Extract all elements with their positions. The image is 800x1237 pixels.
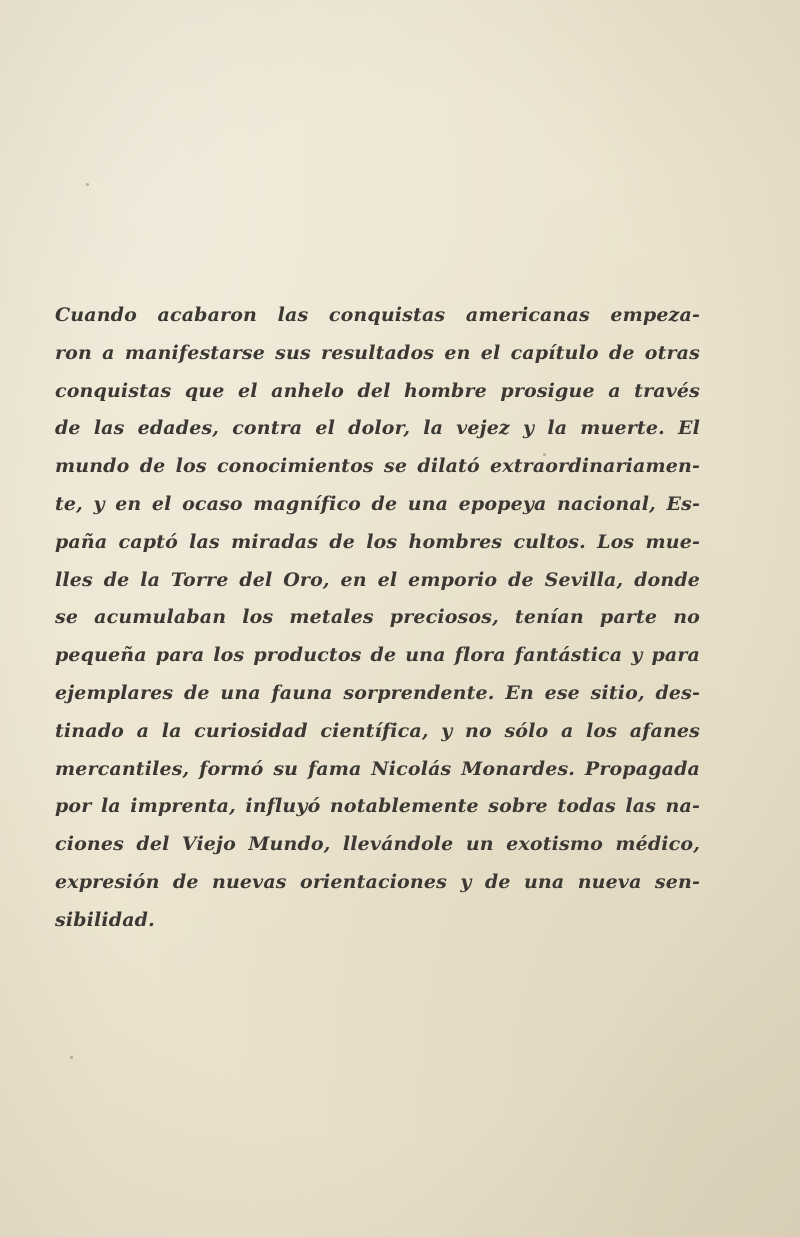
paragraph-line: mundo de los conocimientos se dilató extraordinariamen- <box>55 455 700 478</box>
paragraph-line: ciones del Viejo Mundo, llevándole un exotismo médico, <box>55 833 700 856</box>
paragraph-line: de las edades, contra el dolor, la vejez y la muerte. El <box>55 417 700 440</box>
paragraph-line: se acumulaban los metales preciosos, tenían parte no <box>55 606 700 629</box>
paragraph-line: conquistas que el anhelo del hombre prosigue a través <box>55 379 700 402</box>
paragraph-line: ejemplares de una fauna sorprendente. En ese sitio, des- <box>55 681 700 704</box>
paragraph-line: por la imprenta, influyó notablemente sobre todas las na- <box>55 795 700 818</box>
paper-speck <box>86 183 89 186</box>
paragraph-line: lles de la Torre del Oro, en el emporio de Sevilla, donde <box>55 568 700 591</box>
paragraph-line: tinado a la curiosidad científica, y no sólo a los afanes <box>55 719 700 742</box>
body-paragraph <box>55 297 700 940</box>
paragraph-line: paña captó las miradas de los hombres cultos. Los mue- <box>55 530 700 553</box>
paragraph-line: expresión de nuevas orientaciones y de una nueva sen- <box>55 870 700 893</box>
paragraph-line: ron a manifestarse sus resultados en el capítulo de otras <box>55 341 700 364</box>
paragraph-line: mercantiles, formó su fama Nicolás Monardes. Propagada <box>55 757 700 780</box>
paragraph-line: te, y en el ocaso magnífico de una epopeya nacional, Es- <box>55 492 700 515</box>
paragraph-line: pequeña para los productos de una flora fantástica y para <box>55 644 700 667</box>
paragraph-line: Cuando acabaron las conquistas americanas empeza- <box>55 304 700 326</box>
paper-speck <box>70 1056 73 1059</box>
paragraph-line: sibilidad. <box>55 908 155 931</box>
